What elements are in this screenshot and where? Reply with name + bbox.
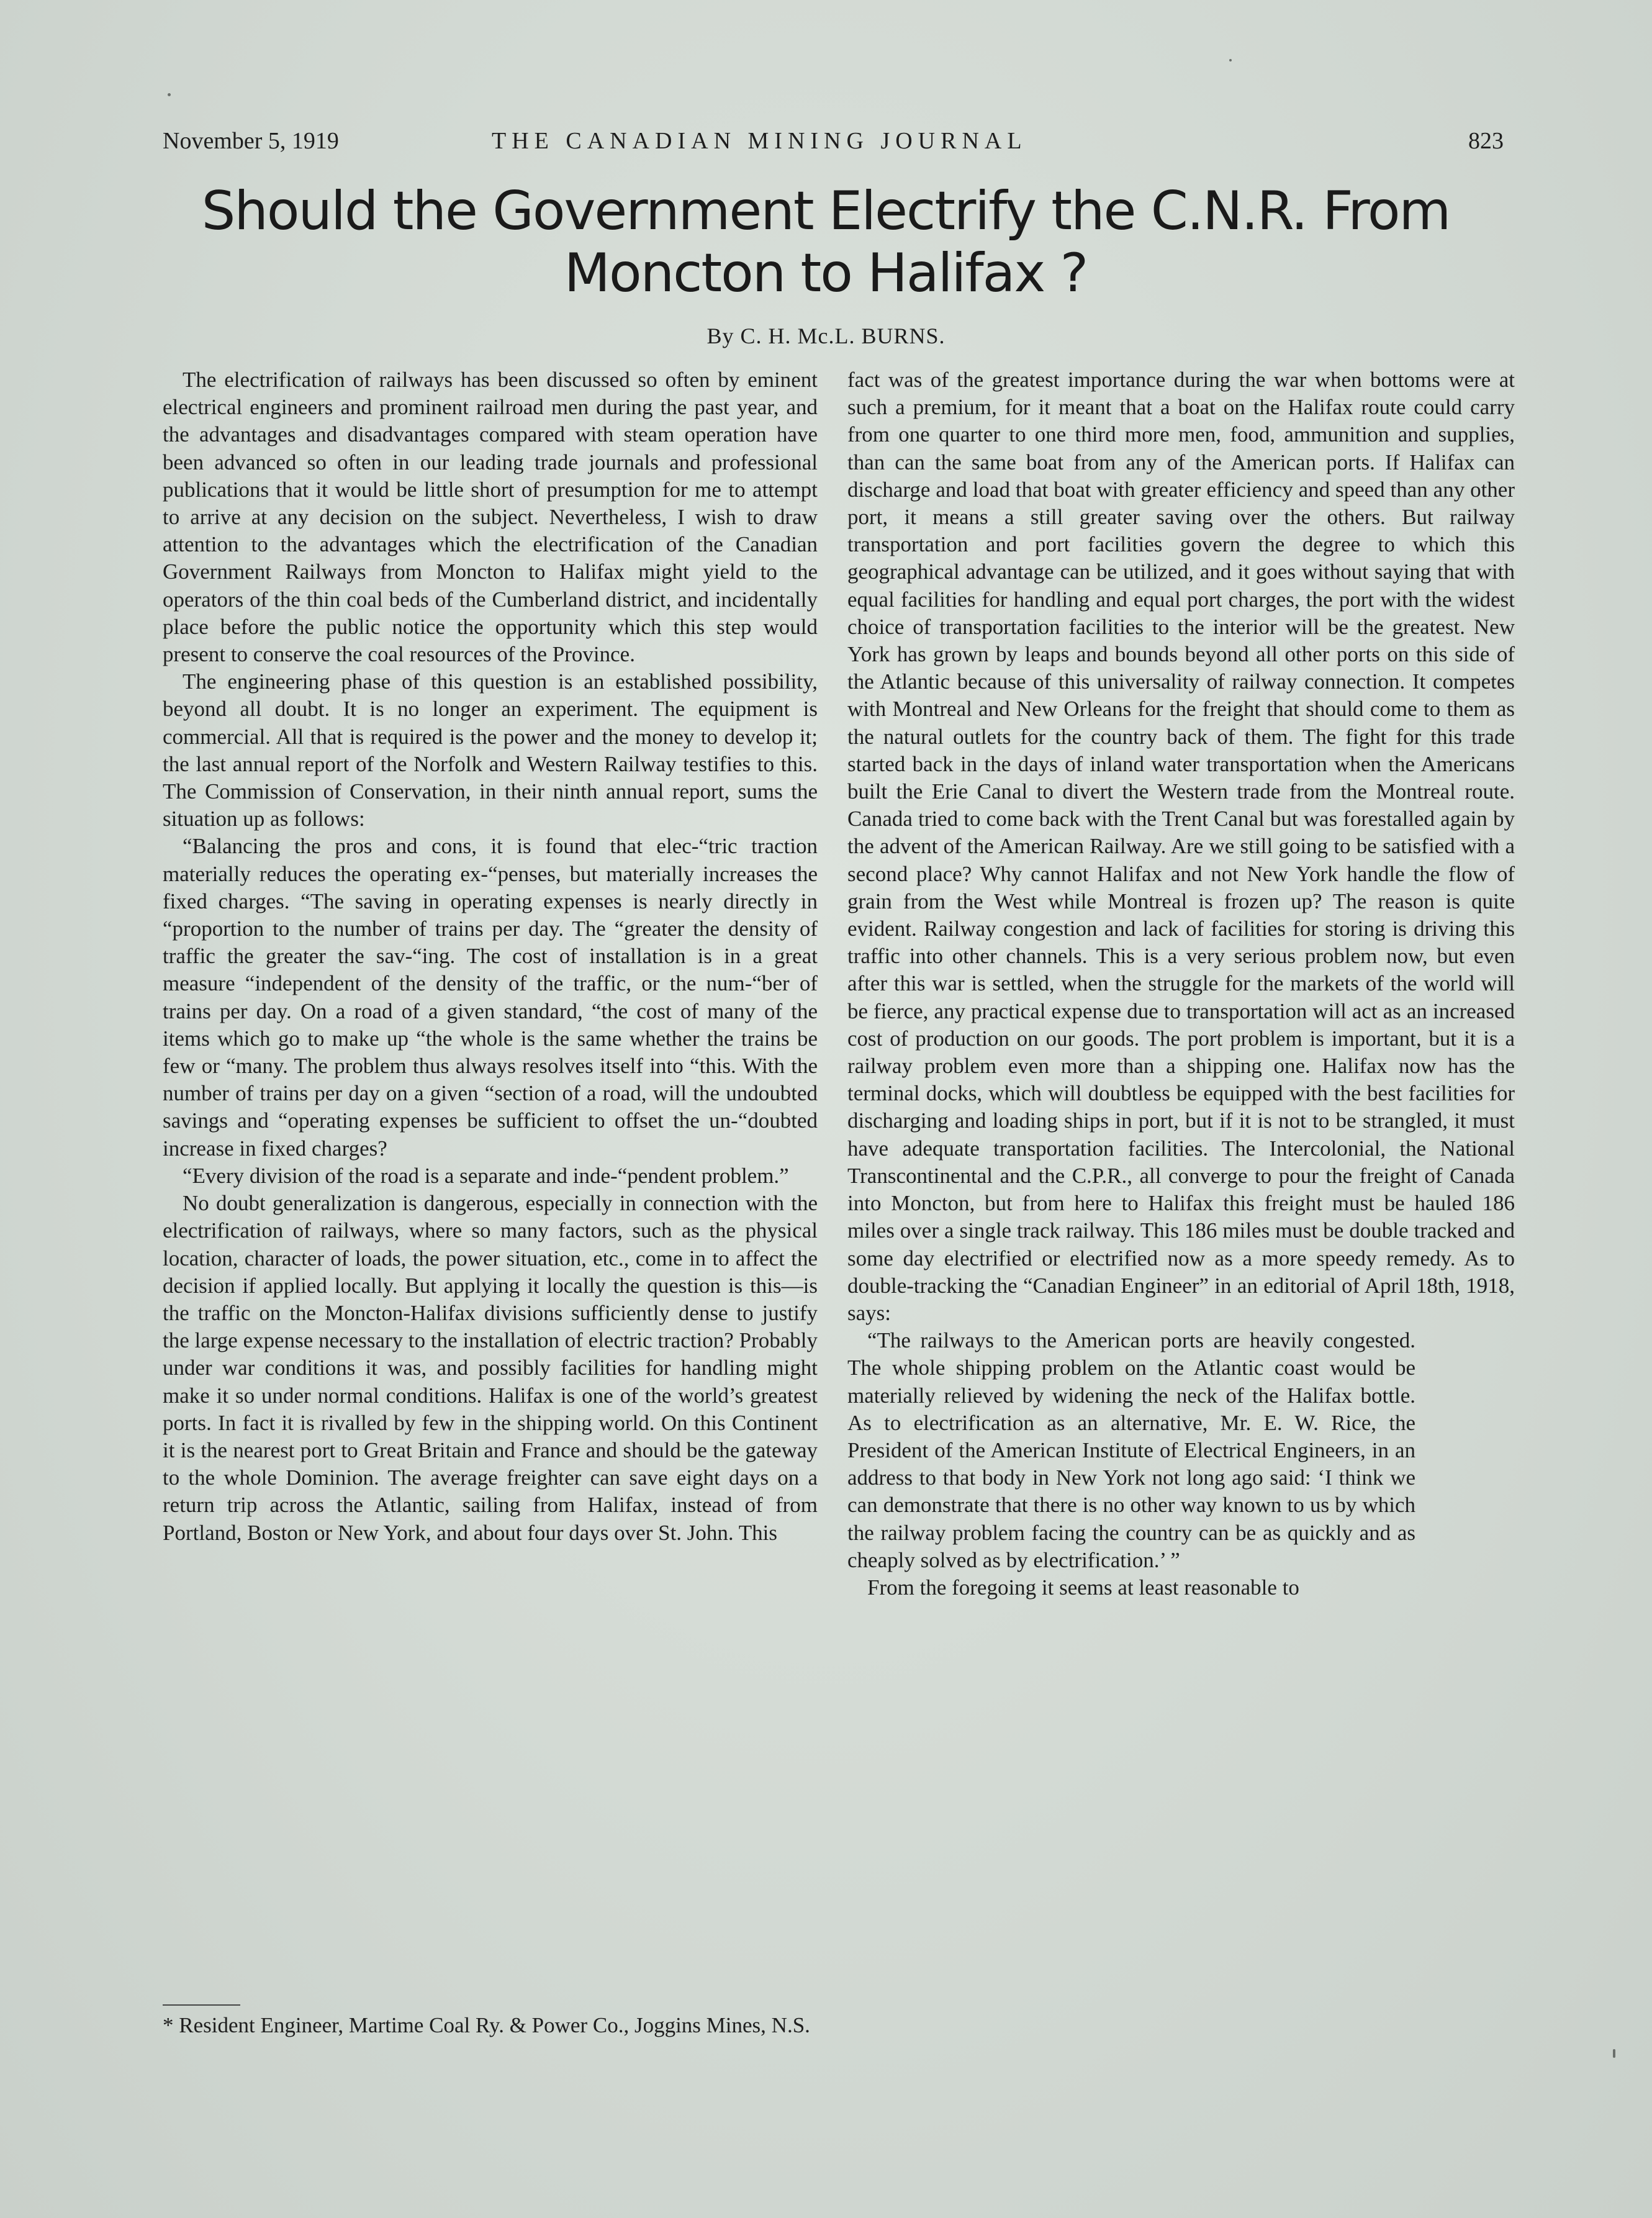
paper-speck: [168, 93, 171, 96]
quoted-paragraph: “Every division of the road is a separate and inde-“pendent problem.”: [183, 1163, 789, 1188]
paragraph: fact was of the greatest importance during the war when bottoms were at such a premium, for it meant that a boat on the Halifax route could carry from one quarter to one third more men, food, ammunition and supplies, than can the same boat from any of the American ports. If Halifax can discharge and load that boat with greater efficiency and speed than any other port, it means a still greater saving over the others. But railway transportation and port facilities govern the degree to which this geographical advantage can be utilized, and it goes without saying that with equal facilities for handling and equal port charges, the port with the widest choice of transportation facilities to the interior will be the greatest. New York has grown by leaps and bounds beyond all other ports on this side of the Atlantic because of this universality of railway connection. It competes with Montreal and New Orleans for the freight that should come to them as the natural outlets for the country back of them. The fight for this trade started back in the days of inland water transportation when the Americans built the Erie Canal to divert the Western trade from the Montreal route. Canada tried to come back with the Trent Canal but was forestalled again by the advent of the American Railway. Are we still going to be satisfied with a second place? Why cannot Halifax and not New York handle the flow of grain from the West while Montreal is frozen up? The reason is quite evident. Railway congestion and lack of facilities for storing is driving this traffic into other channels. This is a very serious problem now, but even after this war is settled, when the struggle for the markets of the world will be fierce, any practical expense due to transportation will act as an increased cost of production on our goods. The port problem is important, but it is a railway problem even more than a shipping one. Halifax now has the terminal docks, which will doubtless be equipped with the best facilities for discharging and loading ships in port, but if it is not to be strangled, it must have adequate transportation facilities. The Intercolonial, the National Transcontinental and the C.P.R., all converge to pour the freight of Canada into Moncton, but from here to Halifax this freight must be hauled 186 miles over a single track railway. This 186 miles must be double tracked and some day electrified or electrified now as a more speedy remedy. As to double-tracking the “Canadian Engineer” in an editorial of April 18th, 1918, says:: [847, 368, 1515, 1325]
article-byline: By C. H. Mc.L. BURNS.: [706, 324, 946, 348]
footnote-text: * Resident Engineer, Martime Coal Ry. & Power Co., Joggins Mines, N.S.: [163, 2013, 810, 2037]
paragraph: From the foregoing it seems at least reasonable to: [867, 1575, 1299, 1600]
paragraph: The engineering phase of this question is an established possibility, beyond all doubt. It is no longer an experiment. The equipment is commercial. All that is required is the power and the money to develop it; the last annual report of the Norfolk and Western Railway testifies to this. The Commission of Conservation, in their ninth annual report, sums the situation up as follows:: [163, 669, 818, 831]
running-head: [163, 127, 1504, 165]
paper-speck: [1229, 59, 1232, 61]
right-column: [847, 366, 1515, 1601]
paper-speck: [1613, 2049, 1615, 2058]
left-column: [163, 366, 818, 1547]
quoted-paragraph: “Balancing the pros and cons, it is found that elec-“tric traction materially reduces the operating ex-“penses, but materially increases the fixed charges. “The saving in operating expenses is nearly directly in “proportion to the number of trains per day. The “greater the density of traffic the greater the sav-“ing. The cost of installation is in a great measure “independent of the density of the traffic, or the num-“ber of trains per day. On a road of a given standard, “the cost of many of the items which go to make up “the whole is the same whether the trains be few or “many. The problem thus always resolves itself into “this. With the number of trains per day on a given “section of a road, will the undoubted savings and “operating expenses be sufficient to offset the un-“doubted increase in fixed charges?: [163, 834, 818, 1161]
journal-name: THE CANADIAN MINING JOURNAL: [492, 128, 1027, 154]
issue-date: November 5, 1919: [163, 128, 339, 154]
page-number: 823: [1468, 128, 1504, 154]
footnote-rule: [163, 2004, 240, 2006]
footnote: [163, 2012, 821, 2039]
block-quote: “The railways to the American ports are heavily congested. The whole shipping problem on the Atlantic coast would be materially relieved by widening the neck of the Halifax bottle. As to electrification as an alternative, Mr. E. W. Rice, the President of the American Institute of Electrical Engineers, in an address to that body in New York not long ago said: ‘I think we can demonstrate that there is no other way known to us by which the railway problem facing the country can be as quickly and as cheaply solved as by electrification.’ ”: [847, 1328, 1415, 1572]
paragraph: The electrification of railways has been discussed so often by eminent electrical engineers and prominent railroad men during the past year, and the advantages and disadvantages compared with steam operation have been advanced so often in our leading trade journals and professional publications that it would be little short of presumption for me to attempt to arrive at any decision on the subject. Nevertheless, I wish to draw attention to the advantages which the electrification of the Canadian Government Railways from Moncton to Halifax might yield to the operators of the thin coal beds of the Cumberland district, and incidentally place before the public notice the opportunity which this step would present to conserve the coal resources of the Province.: [163, 368, 818, 667]
paragraph: No doubt generalization is dangerous, especially in connection with the electrification of railways, where so many factors, such as the physical location, character of loads, the power situation, etc., come in to affect the decision if applied locally. But applying it locally the question is this—is the traffic on the Moncton-Halifax divisions sufficiently dense to justify the large expense necessary to the installation of electric traction? Probably under war conditions it was, and possibly facilities for handling might make it so under normal conditions. Halifax is one of the world’s greatest ports. In fact it is rivalled by few in the shipping world. On this Continent it is the nearest port to Great Britain and France and should be the gateway to the whole Dominion. The average freighter can save eight days on a return trip across the Atlantic, sailing from Halifax, instead of from Portland, Boston or New York, and about four days over St. John. This: [163, 1191, 818, 1545]
article-title: Should the Government Electrify the C.N.R. From Moncton to Halifax ?: [201, 180, 1450, 304]
